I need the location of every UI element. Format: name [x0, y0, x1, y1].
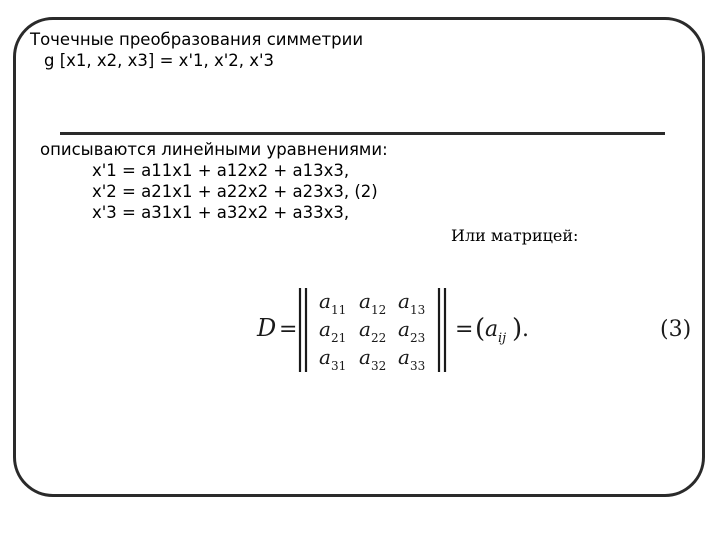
matrix-formula	[255, 286, 695, 376]
matrix-subscript-13: 13	[410, 303, 426, 317]
matrix-entry-11: a	[319, 289, 331, 313]
equation-2: x'2 = a21x1 + a22x2 + a23x3, (2)	[92, 182, 378, 201]
matrix-caption: Или матрицей:	[451, 226, 579, 245]
formula-equals-1: =	[279, 317, 298, 342]
matrix-subscript-11: 11	[331, 303, 347, 317]
rhs-base: a	[485, 317, 499, 342]
matrix-cells	[319, 289, 425, 373]
matrix-entry-12: a	[359, 289, 371, 313]
matrix-entry-13: a	[398, 289, 410, 313]
matrix-subscript-31: 31	[331, 359, 347, 373]
equation-3: x'3 = a31x1 + a32x2 + a33x3,	[92, 203, 350, 222]
slide-frame	[13, 17, 705, 497]
matrix-subscript-12: 12	[371, 303, 387, 317]
equation-1: x'1 = a11x1 + a12x2 + a13x3,	[92, 161, 350, 180]
rhs-close-paren: )	[512, 314, 523, 344]
matrix-entry-21: a	[319, 317, 331, 341]
matrix-entry-23: a	[398, 317, 410, 341]
matrix-subscript-23: 23	[410, 331, 426, 345]
formula-lhs: D	[257, 314, 277, 342]
matrix-entry-33: a	[398, 345, 410, 369]
formula-equals-2: =	[455, 317, 474, 342]
matrix-entry-31: a	[319, 345, 331, 369]
rhs-subscript: ij	[498, 331, 507, 346]
matrix-subscript-33: 33	[410, 359, 426, 373]
rhs-suffix: .	[522, 317, 529, 342]
matrix-subscript-22: 22	[371, 331, 387, 345]
rhs-open-paren: (	[475, 314, 486, 344]
matrix-formula-svg	[255, 286, 695, 376]
heading-line-2: g [x1, x2, x3] = x'1, x'2, x'3	[44, 51, 275, 70]
matrix-subscript-32: 32	[371, 359, 387, 373]
heading-line-1: Точечные преобразования симметрии	[30, 30, 364, 49]
intro-text: описываются линейными уравнениями:	[40, 140, 388, 159]
equation-list	[92, 160, 378, 223]
divider-line	[60, 132, 665, 135]
slide-heading	[30, 29, 363, 71]
matrix-entry-22: a	[359, 317, 371, 341]
matrix-subscript-21: 21	[331, 331, 347, 345]
matrix-entry-32: a	[359, 345, 371, 369]
equation-number: (3)	[660, 317, 692, 342]
